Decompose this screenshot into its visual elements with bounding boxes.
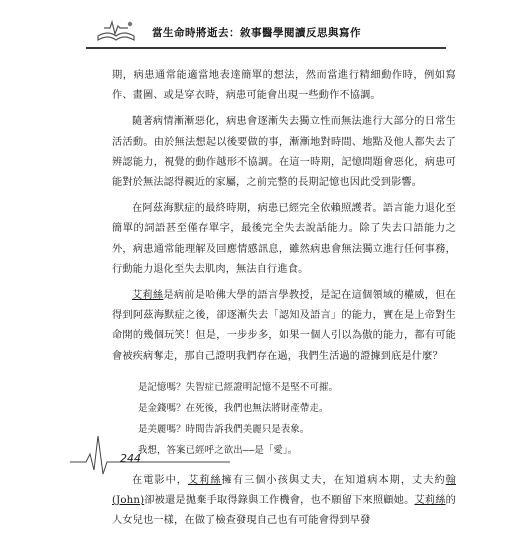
header-title: 當生命時將逝去：敘事醫學閱讀反思與寫作 (152, 27, 361, 39)
paragraph-5 (112, 471, 456, 532)
paragraph-4-text: 是病前是哈佛大學的語言學教授，是記在這個領域的權威，但在得到阿茲海默症之後，卻逐漸失去「認知及語言」的能力，實在是上帝對生命開的幾個玩笑！但是，一步步多，如果一個人引以為傲的能力，都有可能會被疾病奪走，那自己證明我們存在過，我們生活過的證據到底是什麼？ (112, 290, 456, 362)
poem-line: 我想，答案已經呼之欲出——是「愛」。 (138, 444, 298, 456)
poem-line: 是金錢嗎？在死後，我們也無法將財產帶走。 (138, 402, 329, 414)
character-name: 艾莉絲 (132, 290, 164, 302)
character-name: 翰(John) (112, 474, 457, 507)
running-header (86, 14, 446, 54)
character-name: 艾莉絲 (188, 474, 222, 486)
paragraph-4 (112, 286, 456, 367)
poem-line: 是記憶嗎？失智症已經證明記憶不是堅不可摧。 (138, 381, 339, 393)
paragraph-5-text: 卻被還是拋棄手取得錄與工作機會，也不願留下來照顧她。 (144, 495, 415, 507)
book-heartbeat-icon (94, 16, 140, 48)
paragraph-3: 在阿茲海默症的最終時期，病患已經完全依賴照護者。語言能力退化至簡單的詞語甚至僅存單字，最後完全失去說話能力。除了失去口語能力之外，病患通常能理解及回應情感訊息，雖然病患會無法獨立進行任何事務，行動能力退化至失去肌肉，無法自行進食。 (112, 203, 456, 275)
character-name: 艾莉絲 (414, 495, 446, 507)
page-number: 244 (120, 452, 141, 465)
header-rule (86, 47, 446, 49)
page-footer (70, 432, 230, 478)
paragraph-5-text: 擁有三個小孩與丈夫，在知道病本期，丈夫約 (221, 474, 446, 486)
poem-line: 是美麗嗎？時間告訴我們美麗只是表象。 (138, 423, 310, 435)
paragraph-5-text: 的人女兒也一樣，在做了檢查發現自己也有可能會得到早發 (112, 495, 456, 527)
paragraph-5-text: 在電影中， (132, 474, 189, 486)
paragraph-1: 期，病患通常能適當地表達簡單的想法，然而當進行精細動作時，例如寫作、畫圖、或是穿衣時，病患可能會出現一些動作不協調。 (112, 70, 456, 102)
heartbeat-line-icon (70, 432, 230, 478)
paragraph-2: 隨著病情漸漸惡化，病患會逐漸失去獨立性而無法進行大部分的日常生活活動。由於無法想起以後要做的事，漸漸地對時間、地點及他人都失去了辨認能力，視覺的動作越形不協調。在這一時期，記憶問題會惡化，病患可能對於無法認得親近的家屬，之前完整的長期記憶也因此受到影響。 (112, 116, 456, 189)
